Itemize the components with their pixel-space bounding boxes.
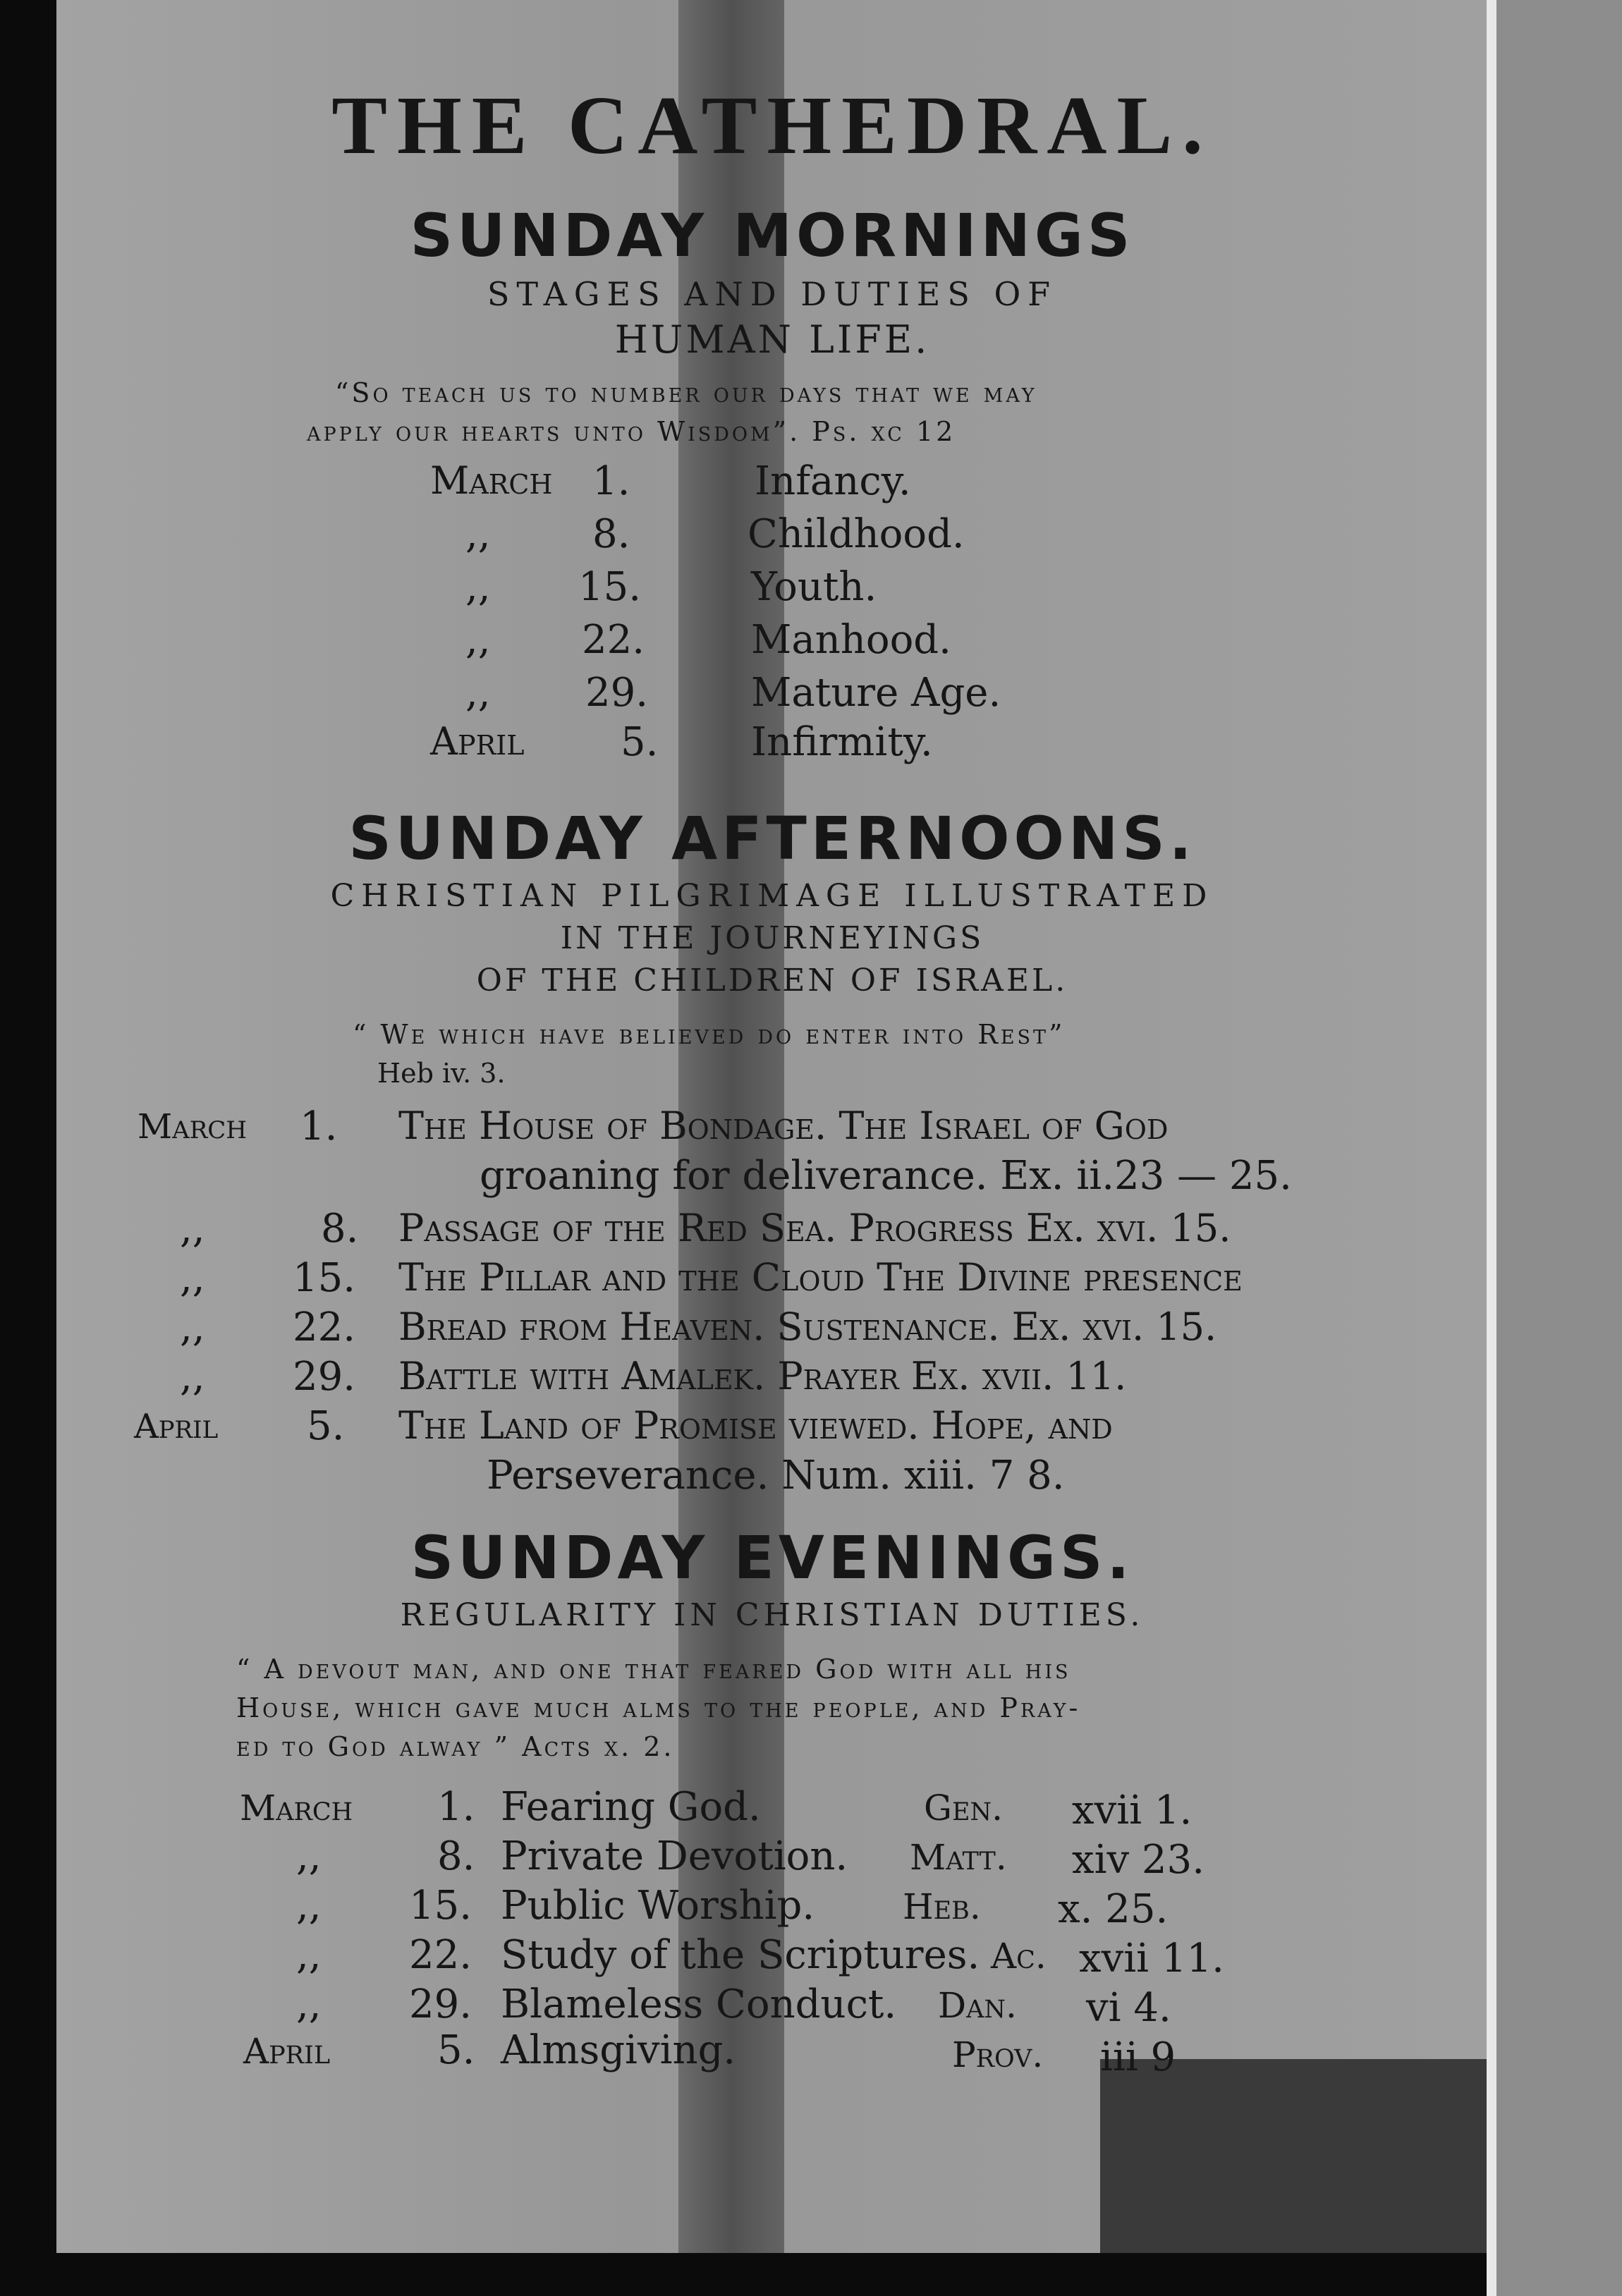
afternoons-month: March — [138, 1107, 247, 1147]
evenings-book: Matt. — [910, 1837, 1007, 1878]
afternoons-text: Battle with Amalek. Prayer Ex. xvii. 11. — [398, 1354, 1127, 1398]
mornings-subject: Infancy. — [755, 458, 911, 504]
evenings-book: Ac. — [991, 1936, 1047, 1977]
mornings-day: 15. — [578, 564, 642, 610]
evenings-day: 1. — [437, 1784, 475, 1830]
evenings-quote-line3: ed to God alway ” Acts x. 2. — [236, 1731, 675, 1762]
evenings-day: 29. — [409, 1981, 472, 2027]
afternoons-quote-line1: “ We which have believed do enter into Rest” — [353, 1019, 1066, 1050]
mornings-subject: Youth. — [751, 564, 877, 610]
evenings-ref: iii 9 — [1100, 2034, 1176, 2080]
afternoons-quote-line2: Heb iv. 3. — [377, 1058, 506, 1089]
mornings-subject: Manhood. — [751, 617, 951, 663]
afternoons-month: ,, — [180, 1305, 205, 1350]
evenings-quote-line1: “ A devout man, and one that feared God with all his — [236, 1654, 1071, 1685]
evenings-book: Dan. — [938, 1985, 1017, 2026]
evenings-month: March — [240, 1788, 353, 1828]
mornings-day: 22. — [582, 617, 645, 663]
evenings-subject: Blameless Conduct. — [501, 1981, 897, 2027]
afternoons-month: ,, — [180, 1255, 205, 1301]
afternoons-heading: SUNDAY AFTERNOONS. — [348, 804, 1196, 873]
afternoons-month: April — [134, 1407, 219, 1446]
afternoons-day: 5. — [307, 1403, 345, 1449]
mornings-month: ,, — [465, 564, 491, 610]
mornings-month: ,, — [465, 617, 491, 663]
afternoons-text: Passage of the Red Sea. Progress Ex. xvi. 15. — [398, 1206, 1231, 1250]
evenings-book: Heb. — [903, 1886, 981, 1927]
evenings-ref: xvii 11. — [1079, 1936, 1224, 1981]
mornings-subject: Childhood. — [748, 511, 965, 557]
evenings-ref: xvii 1. — [1072, 1788, 1193, 1833]
evenings-month: ,, — [296, 1833, 322, 1879]
afternoons-text-cont: groaning for deliverance. Ex. ii.23 — 25. — [480, 1153, 1292, 1199]
afternoons-sub2: IN THE JOURNEYINGS — [560, 920, 984, 956]
evenings-subject: Almsgiving. — [501, 2027, 736, 2073]
afternoons-month: ,, — [180, 1206, 205, 1252]
evenings-day: 15. — [409, 1883, 472, 1929]
evenings-month: ,, — [296, 1932, 322, 1978]
mornings-month: April — [430, 719, 525, 764]
evenings-heading: SUNDAY EVENINGS. — [410, 1523, 1134, 1592]
evenings-day: 8. — [437, 1833, 475, 1879]
afternoons-text: The House of Bondage. The Israel of God — [398, 1104, 1169, 1148]
afternoons-day: 29. — [293, 1354, 356, 1400]
evenings-subject: Study of the Scriptures. — [501, 1932, 980, 1978]
mornings-day: 29. — [585, 670, 649, 716]
mornings-quote-line2: apply our hearts unto Wisdom”. Ps. xc 12 — [307, 416, 956, 447]
evenings-month: ,, — [296, 1883, 322, 1929]
mornings-quote-line1: “So teach us to number our days that we may — [335, 377, 1037, 408]
page-title: THE CATHEDRAL. — [331, 79, 1213, 171]
afternoons-month: ,, — [180, 1354, 205, 1400]
afternoons-sub3: OF THE CHILDREN OF ISRAEL. — [476, 963, 1068, 999]
evenings-ref: xiv 23. — [1072, 1837, 1205, 1883]
evenings-month: April — [243, 2031, 331, 2072]
evenings-month: ,, — [296, 1981, 322, 2027]
corner-shadow — [1100, 2059, 1488, 2253]
mornings-month: March — [430, 458, 553, 503]
afternoons-day: 8. — [321, 1206, 359, 1252]
afternoons-sub1: CHRISTIAN PILGRIMAGE ILLUSTRATED — [330, 878, 1214, 914]
mornings-day: 8. — [592, 511, 630, 557]
evenings-book: Prov. — [952, 2034, 1044, 2075]
mornings-heading: SUNDAY MORNINGS — [410, 201, 1135, 270]
afternoons-day: 1. — [300, 1104, 338, 1149]
evenings-day: 5. — [437, 2027, 475, 2073]
evenings-quote-line2: House, which gave much alms to the people, and Pray- — [236, 1692, 1081, 1723]
evenings-subject: Public Worship. — [501, 1883, 815, 1929]
evenings-subject: Fearing God. — [501, 1784, 761, 1830]
newspaper-clipping — [56, 0, 1488, 2253]
afternoons-text: Bread from Heaven. Sustenance. Ex. xvi. 15. — [398, 1305, 1217, 1349]
evenings-day: 22. — [409, 1932, 472, 1978]
afternoons-text-cont: Perseverance. Num. xiii. 7 8. — [487, 1453, 1065, 1498]
evenings-ref: vi 4. — [1086, 1985, 1171, 2031]
evenings-ref: x. 25. — [1058, 1886, 1169, 1932]
mornings-month: ,, — [465, 511, 491, 557]
mornings-month: ,, — [465, 670, 491, 716]
afternoons-text: The Land of Promise viewed. Hope, and — [398, 1403, 1113, 1448]
evenings-book: Gen. — [924, 1788, 1004, 1828]
afternoons-day: 22. — [293, 1305, 356, 1350]
adjacent-column-edge — [1487, 0, 1622, 2296]
mornings-subject: Infirmity. — [751, 719, 933, 765]
afternoons-day: 15. — [293, 1255, 356, 1301]
mornings-day: 1. — [592, 458, 630, 504]
afternoons-text: The Pillar and the Cloud The Divine presence — [398, 1255, 1243, 1300]
mornings-subject: Mature Age. — [751, 670, 1001, 716]
mornings-day: 5. — [621, 719, 659, 765]
evenings-subject: Private Devotion. — [501, 1833, 848, 1879]
mornings-sub1: STAGES AND DUTIES OF — [487, 275, 1058, 313]
evenings-sub1: REGULARITY IN CHRISTIAN DUTIES. — [400, 1597, 1145, 1633]
mornings-sub2: HUMAN LIFE. — [614, 317, 930, 362]
